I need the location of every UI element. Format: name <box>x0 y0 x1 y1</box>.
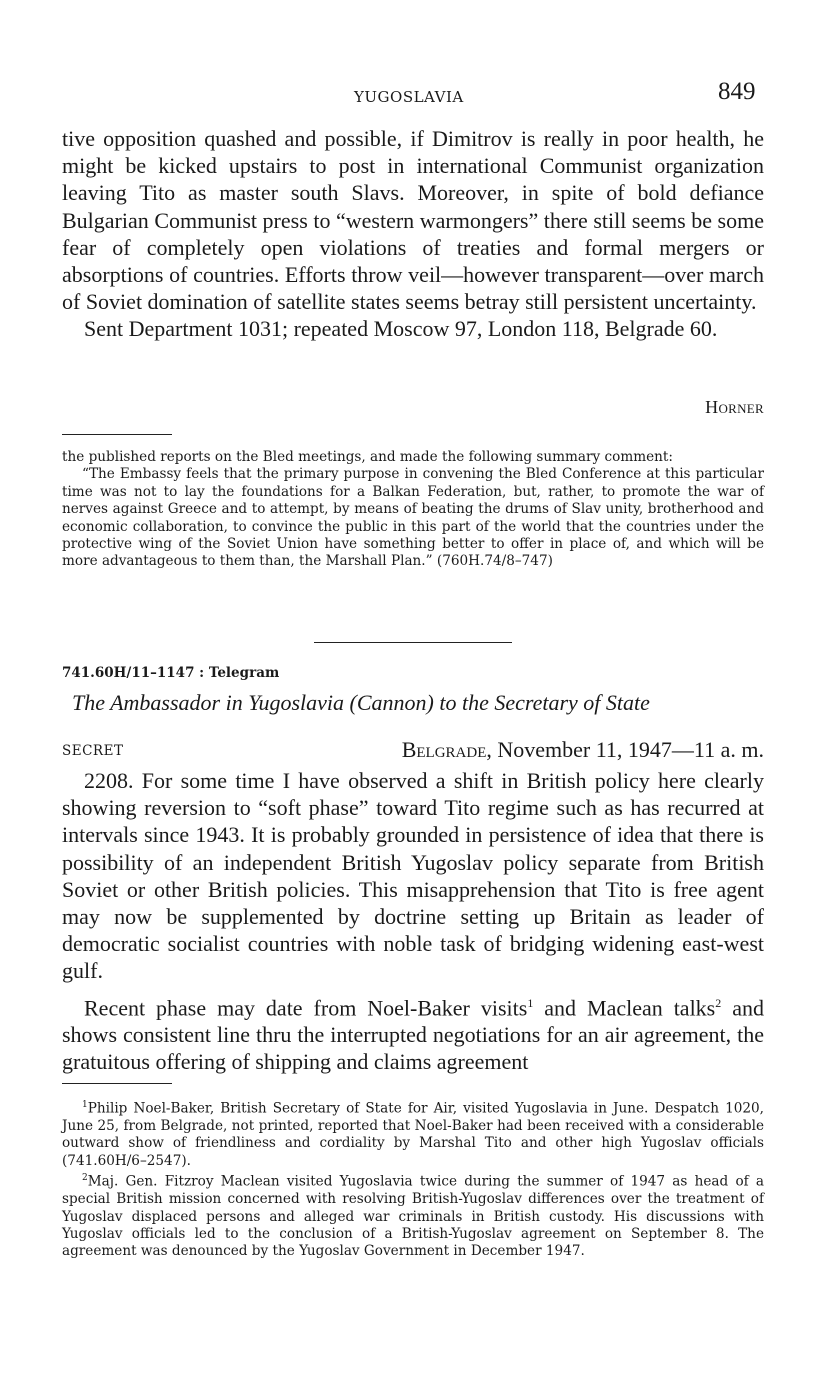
footnotes-rule <box>62 1083 172 1084</box>
section-separator <box>314 642 512 643</box>
heading-sender: The Ambassador in Yugoslavia <box>72 690 344 715</box>
document-heading: The Ambassador in Yugoslavia (Cannon) to the Secretary of State <box>72 690 650 715</box>
carryover-footnote-quote: “The Embassy feels that the primary purpose in convening the Bled Conference at this particular time was not to lay the foundations for a Balkan Federation, but, rather, to promote the war of nerves against Greece and to attempt, by means of beating the drums of Slav unity, brotherhood and economic collaboration, to convince the public in this part of the world that the countries under the protective wing of the Soviet Union have something better to offer in place of, and which will be more advantageous to them than, the Marshall Plan.” (760H.74/8–747) <box>62 466 764 570</box>
dateline-place: Belgrade <box>401 737 487 762</box>
dateline-date: , November 11, 1947—11 a. m. <box>486 737 764 762</box>
heading-recipient: to the Secretary of State <box>439 690 650 715</box>
sent-distribution-line: Sent Department 1031; repeated Moscow 97, London 118, Belgrade 60. <box>84 316 718 342</box>
footnote-reference-2: 2 <box>715 995 722 1010</box>
footnote-reference-1: 1 <box>527 995 534 1010</box>
body-paragraph-2: Recent phase may date from Noel-Baker visits$^1$ and Maclean talks$^2$ and shows consistent line thru the interrupted negotiations for an air agreement, the gratuitous offering of shipping and claims agreement <box>62 994 764 1075</box>
footnote-rule <box>62 434 172 435</box>
classification: SECRET <box>62 743 124 759</box>
footnote-2: $^2$Maj. Gen. Fitzroy Maclean visited Yugoslavia twice during the summer of 1947 as head of a special British mission concerned with resolving British-Yugoslav differences over the treatment of Yugoslav displaced persons and alleged war criminals in British custody. His discussions with Yugoslav officials led to the conclusion of a British-Yugoslav agreement on September 8. The agreement was denounced by the Yugoslav Government in December 1947. <box>62 1173 764 1260</box>
continued-telegram-text <box>62 125 764 343</box>
carryover-footnote-line: the published reports on the Bled meetings, and made the following summary comment: <box>62 449 673 465</box>
carryover-footnote <box>62 449 764 571</box>
continued-paragraph: tive opposition quashed and possible, if Dimitrov is really in poor health, he might be kicked upstairs to post in international Communist organization leaving Tito as master south Slavs. Moreover, in spite of bold defiance Bulgarian Communist press to “western warmongers” there still seems be some fear of completely open violations of treaties and formal mergers or absorptions of countries. Efforts throw veil—however transparent—over march of Soviet domination of satellite states seems betray still persistent uncertainty. <box>62 126 764 315</box>
signature: Horner <box>705 397 764 417</box>
footnote-1: $^1$Philip Noel-Baker, British Secretary of State for Air, visited Yugoslavia in June. Despatch 1020, June 25, from Belgrade, not printed, reported that Noel-Baker had been received with a considerable outward show of friendliness and cordiality by Marshal Tito and other high Yugoslav officials (741.60H/6–2547). <box>62 1100 764 1169</box>
running-title: YUGOSLAVIA <box>354 88 464 106</box>
heading-sender-name: Cannon <box>356 690 427 715</box>
body-paragraph-1: 2208. For some time I have observed a shift in British policy here clearly showing reversion to “soft phase” toward Tito regime such as has recurred at intervals since 1943. It is probably grounded in persistence of idea that there is possibility of an independent British Yugoslav policy separate from British Soviet or other British policies. This misapprehension that Tito is free agent may now be supplemented by doctrine setting up Britain as leader of democratic socialist countries with noble task of bridging widening east-west gulf. <box>62 768 764 984</box>
footnotes <box>62 1097 764 1261</box>
dateline <box>402 737 764 763</box>
page-number: 849 <box>718 78 756 105</box>
telegram-body <box>62 767 764 1076</box>
file-number: 741.60H/11–1147 : Telegram <box>62 665 280 681</box>
